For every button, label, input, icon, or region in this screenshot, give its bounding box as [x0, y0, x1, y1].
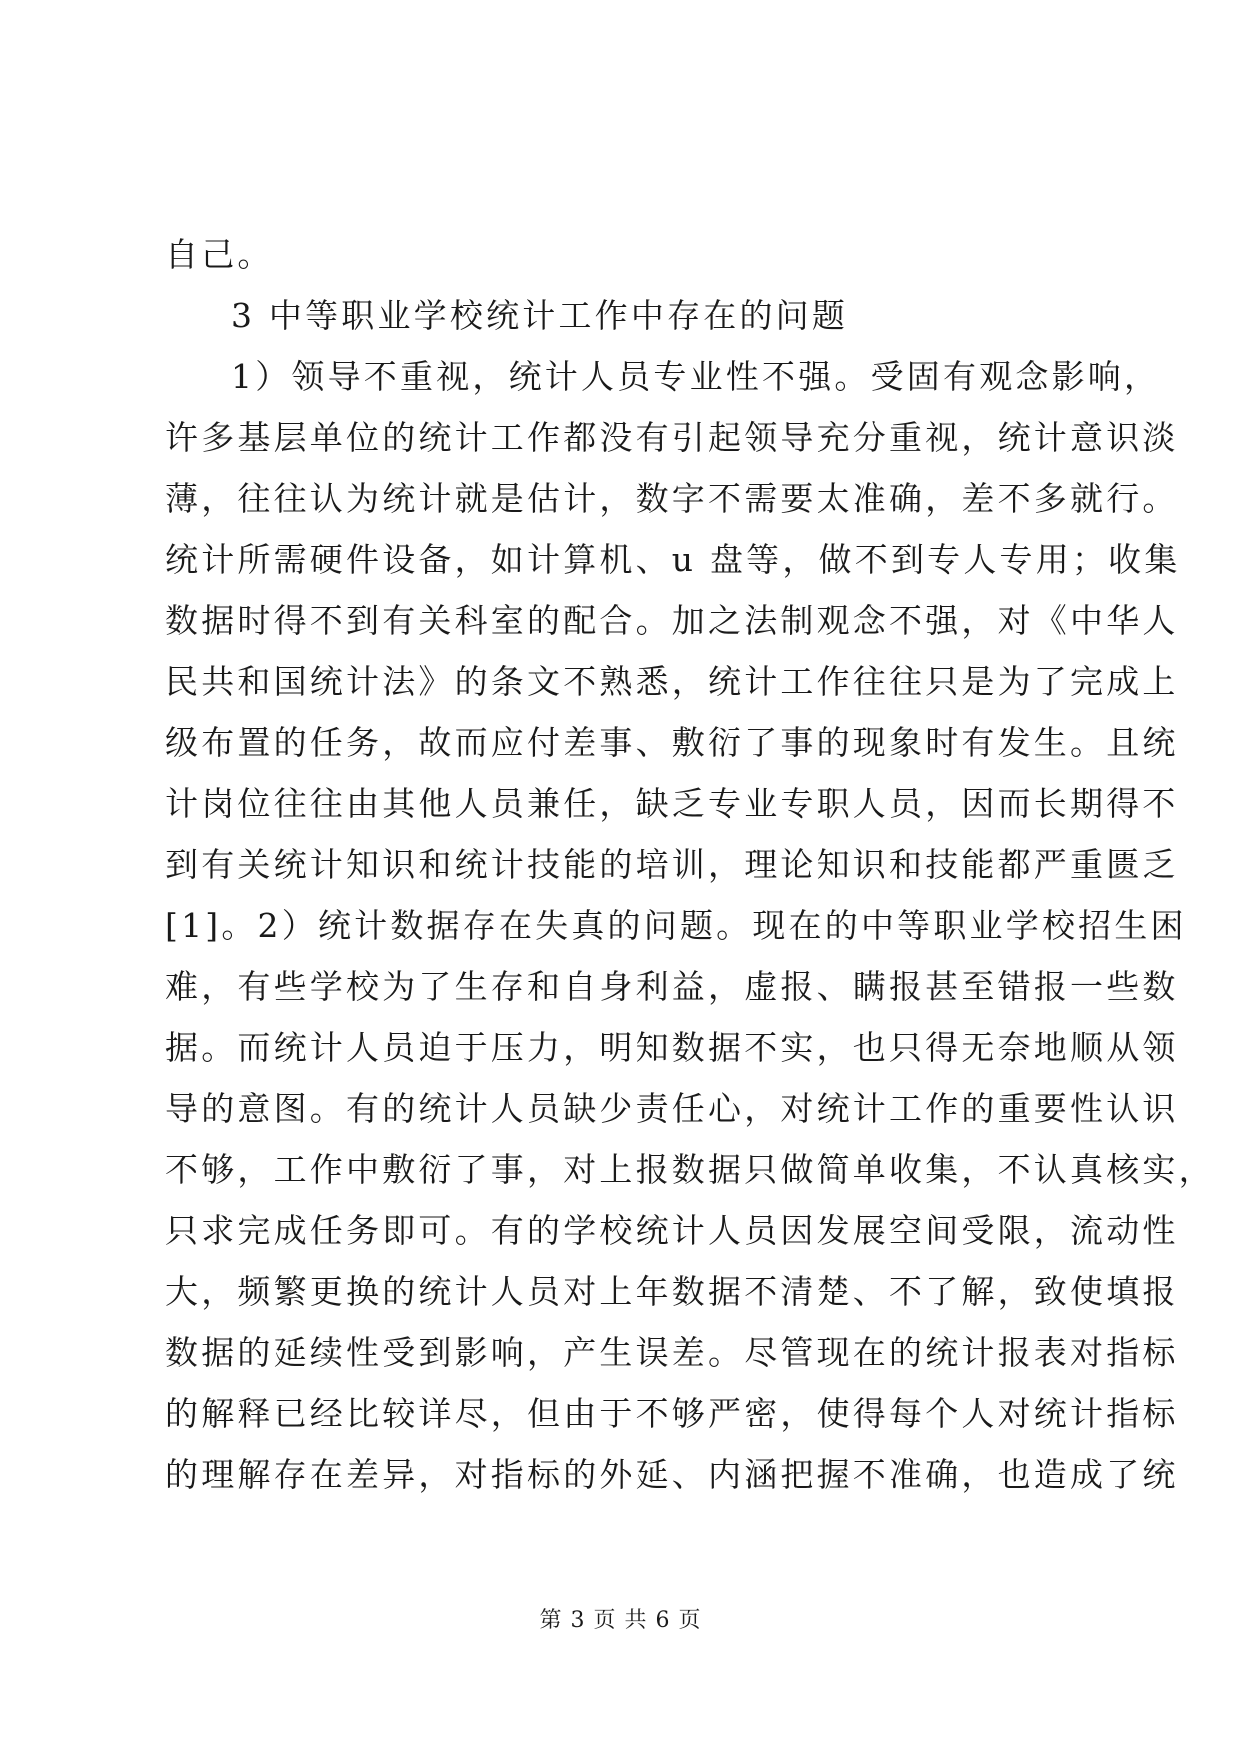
text-line: [1]。2）统计数据存在失真的问题。现在的中等职业学校招生困 — [165, 906, 1187, 945]
text-line: 据。而统计人员迫于压力，明知数据不实，也只得无奈地顺从领 — [165, 1028, 1179, 1067]
text-line: 数据的延续性受到影响，产生误差。尽管现在的统计报表对指标 — [165, 1333, 1179, 1372]
text-line: 不够，工作中敷衍了事，对上报数据只做简单收集，不认真核实， — [165, 1150, 1215, 1189]
text-line: 导的意图。有的统计人员缺少责任心，对统计工作的重要性认识 — [165, 1089, 1179, 1128]
text-line: 难，有些学校为了生存和自身利益，虚报、瞒报甚至错报一些数 — [165, 967, 1179, 1006]
section-heading: 3 中等职业学校统计工作中存在的问题 — [231, 296, 849, 335]
text-line: 薄，往往认为统计就是估计，数字不需要太准确，差不多就行。 — [165, 479, 1179, 518]
document-body — [165, 224, 1215, 1505]
text-line: 的理解存在差异，对指标的外延、内涵把握不准确，也造成了统 — [165, 1455, 1179, 1494]
text-line: 只求完成任务即可。有的学校统计人员因发展空间受限，流动性 — [165, 1211, 1179, 1250]
text-line: 计岗位往往由其他人员兼任，缺乏专业专职人员，因而长期得不 — [165, 784, 1179, 823]
text-line: 数据时得不到有关科室的配合。加之法制观念不强，对《中华人 — [165, 601, 1179, 640]
text-line: 的解释已经比较详尽，但由于不够严密，使得每个人对统计指标 — [165, 1394, 1179, 1433]
text-line: 1）领导不重视，统计人员专业性不强。受固有观念影响， — [231, 357, 1161, 396]
text-line: 大，频繁更换的统计人员对上年数据不清楚、不了解，致使填报 — [165, 1272, 1179, 1311]
text-line: 级布置的任务，故而应付差事、敷衍了事的现象时有发生。且统 — [165, 723, 1179, 762]
text-line: 民共和国统计法》的条文不熟悉，统计工作往往只是为了完成上 — [165, 662, 1179, 701]
text-line: 许多基层单位的统计工作都没有引起领导充分重视，统计意识淡 — [165, 418, 1179, 457]
text-line: 统计所需硬件设备，如计算机、u 盘等，做不到专人专用；收集 — [165, 540, 1181, 579]
text-line: 自己。 — [165, 235, 274, 274]
text-line: 到有关统计知识和统计技能的培训，理论知识和技能都严重匮乏 — [165, 845, 1179, 884]
page-number-footer: 第 3 页 共 6 页 — [539, 1608, 702, 1633]
